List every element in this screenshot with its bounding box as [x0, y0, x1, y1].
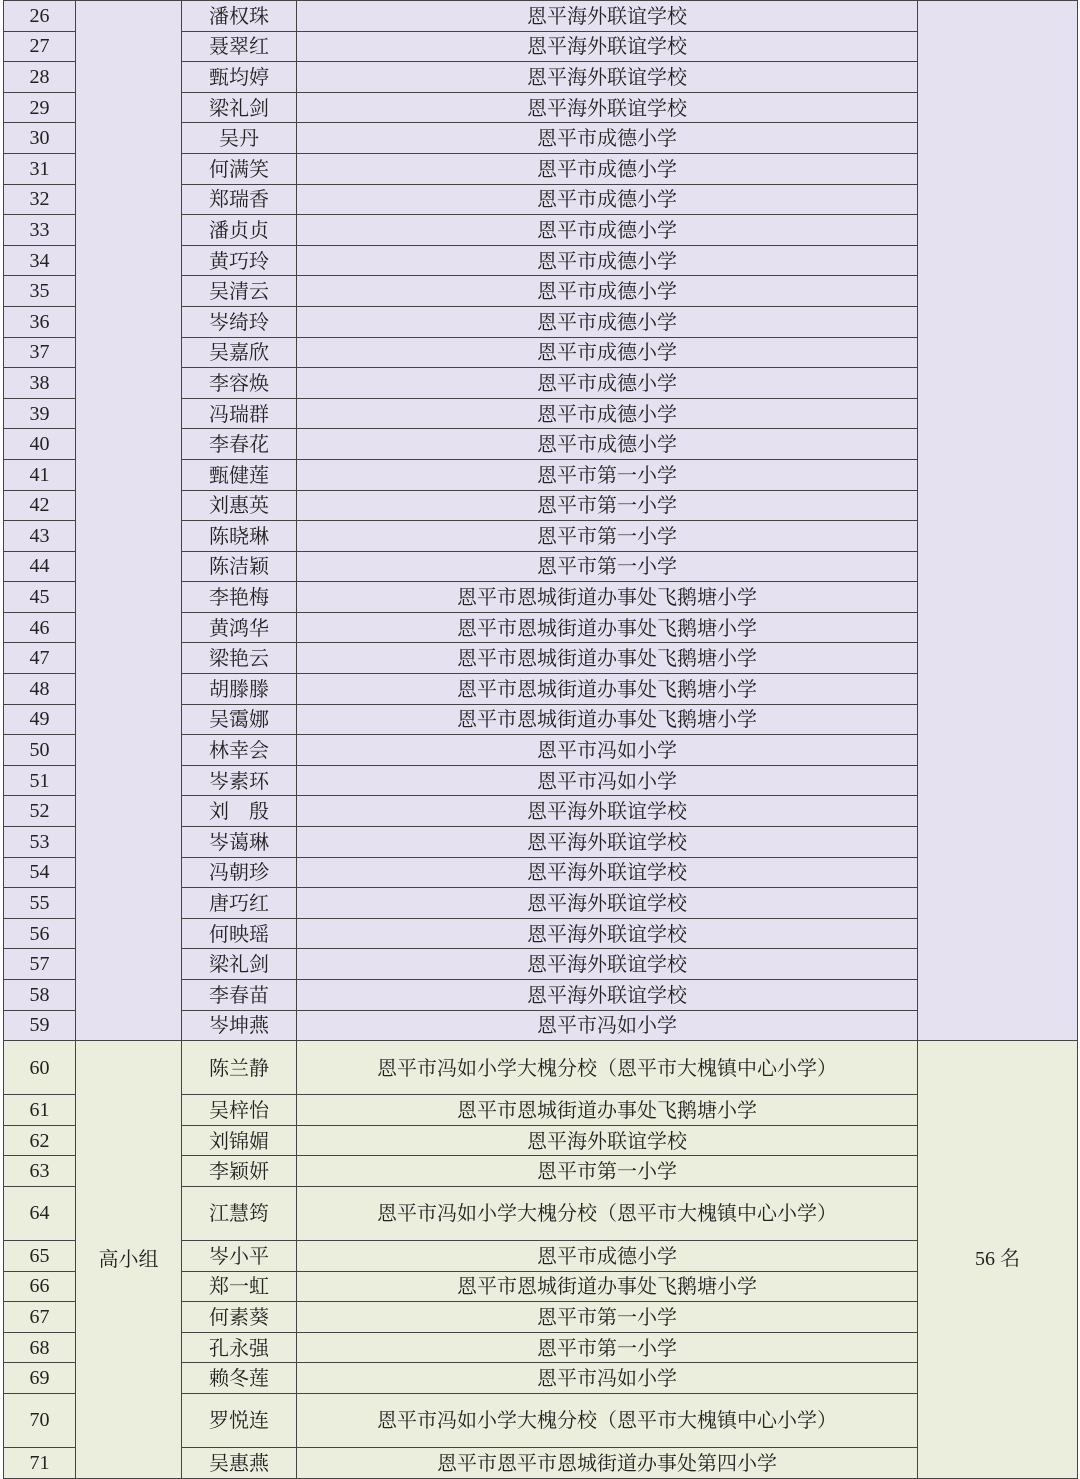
- school-name: 恩平市恩城街道办事处飞鹅塘小学: [297, 1271, 918, 1302]
- row-number: 51: [4, 765, 76, 796]
- teacher-name: 陈洁颖: [182, 551, 297, 582]
- teacher-name: 吴霭娜: [182, 704, 297, 735]
- school-name: 恩平市恩城街道办事处飞鹅塘小学: [297, 612, 918, 643]
- teacher-name: 冯瑞群: [182, 398, 297, 429]
- row-number: 26: [4, 1, 76, 32]
- teacher-name: 刘锦媚: [182, 1125, 297, 1156]
- row-number: 39: [4, 398, 76, 429]
- school-name: 恩平市恩城街道办事处飞鹅塘小学: [297, 704, 918, 735]
- row-number: 35: [4, 276, 76, 307]
- teacher-name: 黄巧玲: [182, 245, 297, 276]
- school-name: 恩平市第一小学: [297, 459, 918, 490]
- table-body: [4, 1, 1078, 1479]
- group-cell-middle: [76, 1, 182, 1041]
- teacher-name: 赖冬莲: [182, 1363, 297, 1394]
- teacher-name: 李春苗: [182, 980, 297, 1011]
- row-number: 66: [4, 1271, 76, 1302]
- school-name: 恩平海外联谊学校: [297, 980, 918, 1011]
- row-number: 47: [4, 643, 76, 674]
- school-name: 恩平市成德小学: [297, 368, 918, 399]
- school-name: 恩平海外联谊学校: [297, 796, 918, 827]
- school-name: 恩平市冯如小学: [297, 1363, 918, 1394]
- teacher-name: 何映瑶: [182, 918, 297, 949]
- row-number: 33: [4, 215, 76, 246]
- teacher-name: 刘 殷: [182, 796, 297, 827]
- row-number: 38: [4, 368, 76, 399]
- school-name: 恩平市第一小学: [297, 490, 918, 521]
- school-name: 恩平市成德小学: [297, 306, 918, 337]
- row-number: 43: [4, 521, 76, 552]
- row-number: 58: [4, 980, 76, 1011]
- row-number: 68: [4, 1332, 76, 1363]
- school-name: 恩平海外联谊学校: [297, 949, 918, 980]
- teacher-name: 岑小平: [182, 1240, 297, 1271]
- teacher-name: 甄健莲: [182, 459, 297, 490]
- row-number: 27: [4, 31, 76, 62]
- row-number: 29: [4, 92, 76, 123]
- teacher-name: 林幸会: [182, 735, 297, 766]
- school-name: 恩平市成德小学: [297, 123, 918, 154]
- teacher-name: 聂翠红: [182, 31, 297, 62]
- row-number: 62: [4, 1125, 76, 1156]
- teacher-name: 李容焕: [182, 368, 297, 399]
- teacher-name: 吴丹: [182, 123, 297, 154]
- teacher-name: 梁艳云: [182, 643, 297, 674]
- school-name: 恩平市成德小学: [297, 276, 918, 307]
- row-number: 44: [4, 551, 76, 582]
- row-number: 32: [4, 184, 76, 215]
- teacher-name: 潘贞贞: [182, 215, 297, 246]
- school-name: 恩平市成德小学: [297, 1240, 918, 1271]
- school-name: 恩平市成德小学: [297, 245, 918, 276]
- row-number: 46: [4, 612, 76, 643]
- school-name: 恩平市第一小学: [297, 551, 918, 582]
- row-number: 59: [4, 1010, 76, 1041]
- teacher-name: 岑绮玲: [182, 306, 297, 337]
- row-number: 56: [4, 918, 76, 949]
- teacher-name: 胡滕滕: [182, 674, 297, 705]
- school-name: 恩平海外联谊学校: [297, 62, 918, 93]
- row-number: 67: [4, 1302, 76, 1333]
- row-number: 28: [4, 62, 76, 93]
- row-number: 64: [4, 1186, 76, 1240]
- school-name: 恩平市成德小学: [297, 429, 918, 460]
- teacher-name: 何素葵: [182, 1302, 297, 1333]
- teacher-name: 陈晓琳: [182, 521, 297, 552]
- row-number: 57: [4, 949, 76, 980]
- school-name: 恩平市冯如小学大槐分校（恩平市大槐镇中心小学）: [297, 1041, 918, 1095]
- row-number: 60: [4, 1041, 76, 1095]
- school-name: 恩平市第一小学: [297, 1302, 918, 1333]
- school-name: 恩平市恩城街道办事处飞鹅塘小学: [297, 582, 918, 613]
- school-name: 恩平市第一小学: [297, 521, 918, 552]
- quota-cell-middle: [918, 1, 1078, 1041]
- row-number: 70: [4, 1393, 76, 1447]
- school-name: 恩平海外联谊学校: [297, 92, 918, 123]
- school-name: 恩平市冯如小学大槐分校（恩平市大槐镇中心小学）: [297, 1393, 918, 1447]
- school-name: 恩平市冯如小学: [297, 735, 918, 766]
- teacher-name: 潘权珠: [182, 1, 297, 32]
- school-name: 恩平市恩城街道办事处飞鹅塘小学: [297, 1095, 918, 1126]
- school-name: 恩平市成德小学: [297, 153, 918, 184]
- teacher-name: 吴嘉欣: [182, 337, 297, 368]
- teacher-name: 郑一虹: [182, 1271, 297, 1302]
- row-number: 30: [4, 123, 76, 154]
- row-number: 61: [4, 1095, 76, 1126]
- teacher-name: 唐巧红: [182, 888, 297, 919]
- school-name: 恩平市成德小学: [297, 215, 918, 246]
- school-name: 恩平市冯如小学大槐分校（恩平市大槐镇中心小学）: [297, 1186, 918, 1240]
- school-name: 恩平海外联谊学校: [297, 31, 918, 62]
- teacher-name: 甄均婷: [182, 62, 297, 93]
- row-number: 63: [4, 1156, 76, 1187]
- teacher-name: 李春花: [182, 429, 297, 460]
- school-name: 恩平市第一小学: [297, 1156, 918, 1187]
- school-name: 恩平市冯如小学: [297, 765, 918, 796]
- award-list-table: [3, 0, 1078, 1479]
- teacher-name: 岑蔼琳: [182, 827, 297, 858]
- teacher-name: 郑瑞香: [182, 184, 297, 215]
- row-number: 37: [4, 337, 76, 368]
- teacher-name: 梁礼剑: [182, 949, 297, 980]
- teacher-name: 李颖妍: [182, 1156, 297, 1187]
- row-number: 55: [4, 888, 76, 919]
- row-number: 41: [4, 459, 76, 490]
- teacher-name: 罗悦连: [182, 1393, 297, 1447]
- row-number: 65: [4, 1240, 76, 1271]
- school-name: 恩平海外联谊学校: [297, 1125, 918, 1156]
- school-name: 恩平市恩城街道办事处飞鹅塘小学: [297, 643, 918, 674]
- teacher-name: 黄鸿华: [182, 612, 297, 643]
- school-name: 恩平市恩平市恩城街道办事处第四小学: [297, 1447, 918, 1478]
- school-name: 恩平海外联谊学校: [297, 918, 918, 949]
- row-number: 50: [4, 735, 76, 766]
- school-name: 恩平市第一小学: [297, 1332, 918, 1363]
- row-number: 45: [4, 582, 76, 613]
- teacher-name: 江慧筠: [182, 1186, 297, 1240]
- teacher-name: 梁礼剑: [182, 92, 297, 123]
- row-number: 34: [4, 245, 76, 276]
- teacher-name: 岑素环: [182, 765, 297, 796]
- school-name: 恩平市成德小学: [297, 184, 918, 215]
- school-name: 恩平市成德小学: [297, 398, 918, 429]
- school-name: 恩平市冯如小学: [297, 1010, 918, 1041]
- row-number: 48: [4, 674, 76, 705]
- teacher-name: 岑坤燕: [182, 1010, 297, 1041]
- row-number: 36: [4, 306, 76, 337]
- row-number: 31: [4, 153, 76, 184]
- row-number: 49: [4, 704, 76, 735]
- teacher-name: 吴清云: [182, 276, 297, 307]
- row-number: 69: [4, 1363, 76, 1394]
- school-name: 恩平市成德小学: [297, 337, 918, 368]
- row-number: 52: [4, 796, 76, 827]
- teacher-name: 刘惠英: [182, 490, 297, 521]
- teacher-name: 孔永强: [182, 1332, 297, 1363]
- group-cell-upper: 高小组: [76, 1041, 182, 1478]
- row-number: 71: [4, 1447, 76, 1478]
- row-number: 40: [4, 429, 76, 460]
- teacher-name: 吴梓怡: [182, 1095, 297, 1126]
- teacher-name: 陈兰静: [182, 1041, 297, 1095]
- school-name: 恩平海外联谊学校: [297, 1, 918, 32]
- school-name: 恩平海外联谊学校: [297, 857, 918, 888]
- table-row: [4, 1, 1078, 32]
- teacher-name: 吴惠燕: [182, 1447, 297, 1478]
- teacher-name: 冯朝珍: [182, 857, 297, 888]
- teacher-name: 何满笑: [182, 153, 297, 184]
- table-row: [4, 1041, 1078, 1095]
- row-number: 54: [4, 857, 76, 888]
- school-name: 恩平市恩城街道办事处飞鹅塘小学: [297, 674, 918, 705]
- row-number: 53: [4, 827, 76, 858]
- school-name: 恩平海外联谊学校: [297, 888, 918, 919]
- quota-cell-upper: 56 名: [918, 1041, 1078, 1478]
- row-number: 42: [4, 490, 76, 521]
- school-name: 恩平海外联谊学校: [297, 827, 918, 858]
- teacher-name: 李艳梅: [182, 582, 297, 613]
